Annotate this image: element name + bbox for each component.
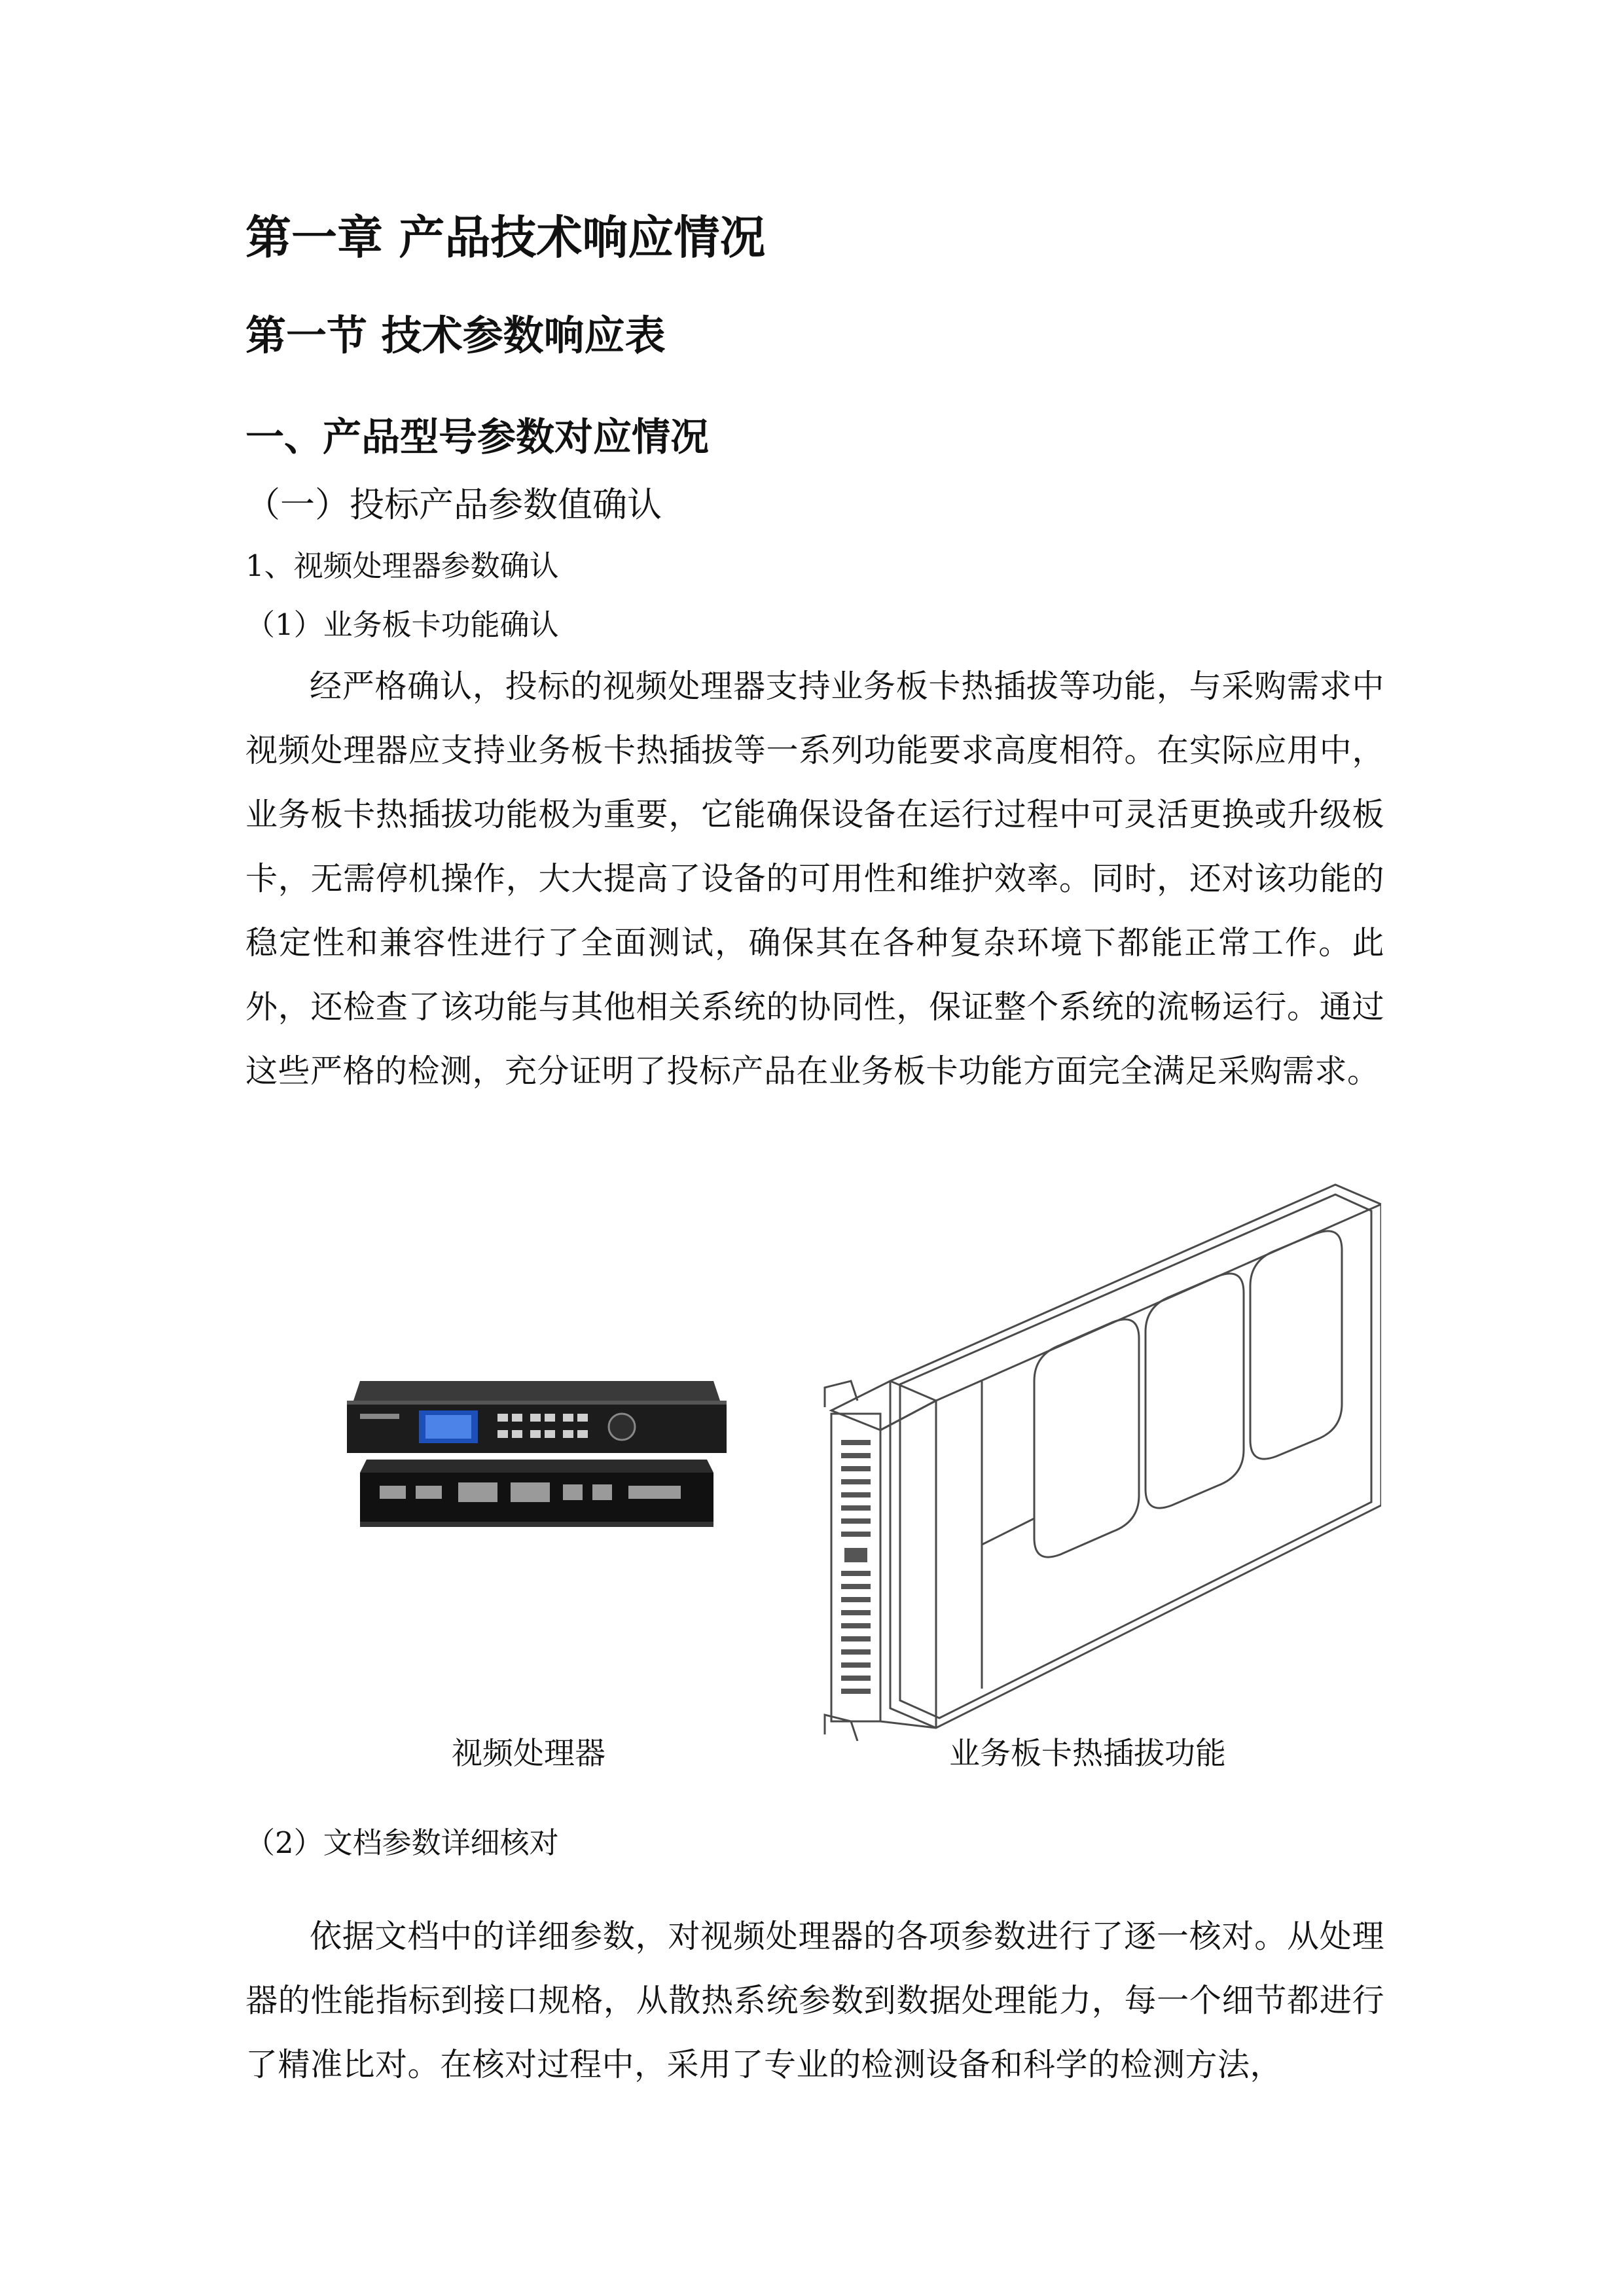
section-title: 第一节 技术参数响应表: [245, 312, 666, 359]
subsection-title: 一、产品型号参数对应情况: [245, 414, 710, 459]
figure-caption-hot-swap: 业务板卡热插拔功能: [949, 1736, 1226, 1772]
chapter-title: 第一章 产品技术响应情况: [245, 210, 766, 264]
figure-caption-video-processor: 视频处理器: [452, 1736, 605, 1772]
sub-subsection-title: （一）投标产品参数值确认: [245, 485, 662, 525]
video-processor-image: [340, 1374, 733, 1545]
paragraph-1: 经严格确认，投标的视频处理器支持业务板卡热插拔等功能，与采购需求中视频处理器应支持业务板卡热插拔等一系列功能要求高度相符。在实际应用中，业务板卡热插拔功能极为重要，它能确保设备在运行过程中可灵活更换或升级板卡，无需停机操作，大大提高了设备的可用性和维护效率。同时，还对该功能的稳定性和兼容性进行了全面测试，确保其在各种复杂环境下都能正常工作。此外，还检查了该功能与其他相关系统的协同性，保证整个系统的流畅运行。通过这些严格的检测，充分证明了投标产品在业务板卡功能方面完全满足采购需求。: [245, 668, 1384, 1090]
subitem-2-title: （2）文档参数详细核对: [245, 1825, 559, 1860]
service-board-image: [818, 1165, 1381, 1741]
paragraph-2: 依据文档中的详细参数，对视频处理器的各项参数进行了逐一核对。从处理器的性能指标到接口规格，从散热系统参数到数据处理能力，每一个细节都进行了精准比对。在核对过程中，采用了专业的检测设备和科学的检测方法，: [245, 1918, 1384, 2083]
item-title: 1、视频处理器参数确认: [245, 548, 559, 583]
subitem-1-title: （1）业务板卡功能确认: [245, 607, 559, 642]
